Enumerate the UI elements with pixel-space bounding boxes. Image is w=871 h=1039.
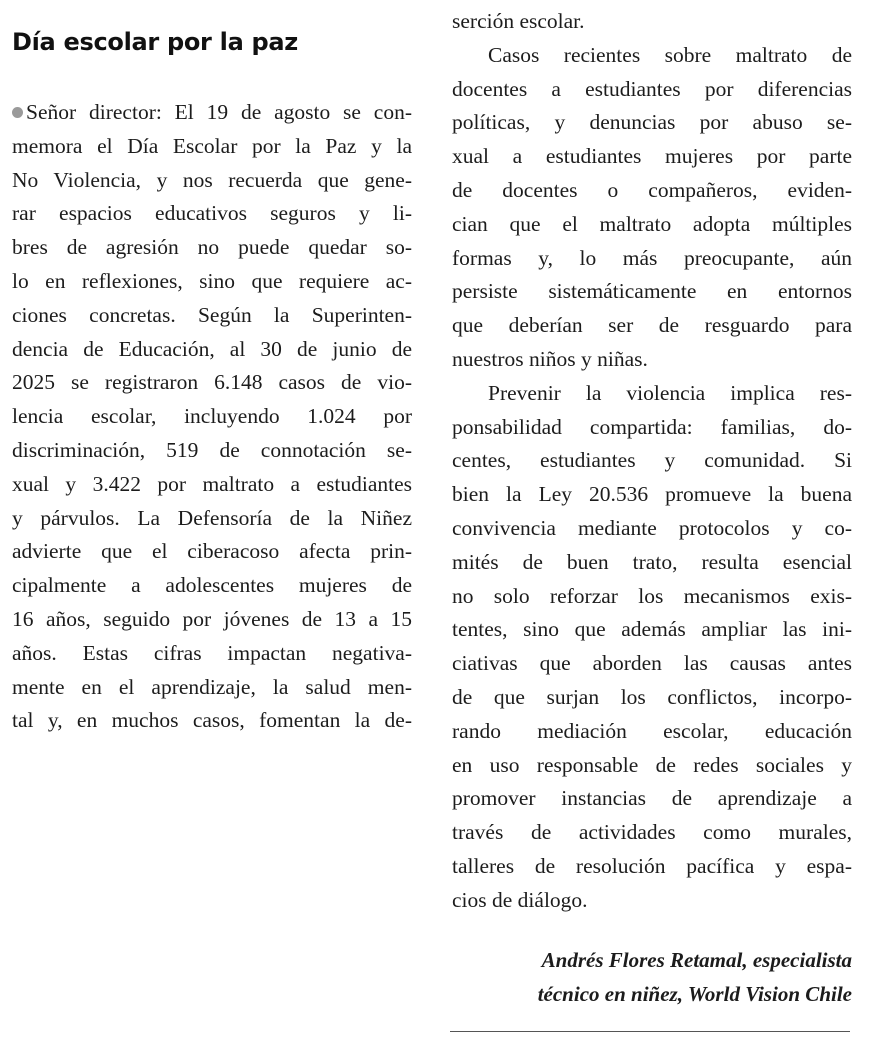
left-column bbox=[12, 96, 412, 738]
body-line: de docentes o compañeros, eviden- bbox=[452, 177, 852, 202]
bottom-divider bbox=[450, 1031, 850, 1032]
body-line: lo en reflexiones, sino que requiere ac- bbox=[12, 268, 412, 293]
body-line: nuestros niños y niñas. bbox=[452, 346, 648, 371]
body-line: formas y, lo más preocupante, aún bbox=[452, 245, 852, 270]
body-line: ciones concretas. Según la Superinten- bbox=[12, 302, 412, 327]
body-line: dencia de Educación, al 30 de junio de bbox=[12, 336, 412, 361]
body-line: bien la Ley 20.536 promueve la buena bbox=[452, 482, 852, 507]
body-line: no solo reforzar los mecanismos exis- bbox=[452, 583, 852, 608]
body-line: tentes, sino que además ampliar las ini- bbox=[452, 617, 852, 642]
signature-line: técnico en niñez, World Vision Chile bbox=[537, 981, 852, 1006]
right-column bbox=[452, 5, 852, 918]
body-line: tal y, en muchos casos, fomentan la de- bbox=[12, 708, 412, 733]
body-line: xual y 3.422 por maltrato a estudiantes bbox=[12, 471, 412, 496]
body-line: talleres de resolución pacífica y espa- bbox=[452, 853, 852, 878]
body-line: convivencia mediante protocolos y co- bbox=[452, 515, 852, 540]
body-line: cian que el maltrato adopta múltiples bbox=[452, 211, 852, 236]
author-signature bbox=[452, 944, 852, 1011]
body-line: políticas, y denuncias por abuso se- bbox=[452, 110, 852, 135]
body-line: través de actividades como murales, bbox=[452, 820, 852, 845]
body-line: xual a estudiantes mujeres por parte bbox=[452, 144, 852, 169]
body-line: 2025 se registraron 6.148 casos de vio- bbox=[12, 370, 412, 395]
body-line: que deberían ser de resguardo para bbox=[452, 313, 852, 338]
body-line: docentes a estudiantes por diferencias bbox=[452, 76, 852, 101]
body-line: y párvulos. La Defensoría de la Niñez bbox=[12, 505, 412, 530]
body-line: cipalmente a adolescentes mujeres de bbox=[12, 573, 412, 598]
body-line: centes, estudiantes y comunidad. Si bbox=[452, 448, 852, 473]
body-line: persiste sistemáticamente en entornos bbox=[452, 279, 852, 304]
body-line: 16 años, seguido por jóvenes de 13 a 15 bbox=[12, 606, 412, 631]
body-line: mités de buen trato, resulta esencial bbox=[452, 549, 852, 574]
body-line: bres de agresión no puede quedar so- bbox=[12, 235, 412, 260]
body-line: Señor director: El 19 de agosto se con- bbox=[12, 96, 412, 130]
body-line: advierte que el ciberacoso afecta prin- bbox=[12, 539, 412, 564]
body-line: Prevenir la violencia implica res- bbox=[488, 380, 852, 405]
body-line: ciativas que aborden las causas antes bbox=[452, 651, 852, 676]
body-line: lencia escolar, incluyendo 1.024 por bbox=[12, 404, 412, 429]
body-line: promover instancias de aprendizaje a bbox=[452, 786, 852, 811]
article-headline: Día escolar por la paz bbox=[12, 28, 298, 56]
body-line: Casos recientes sobre maltrato de bbox=[488, 42, 852, 67]
body-line: mente en el aprendizaje, la salud men- bbox=[12, 674, 412, 699]
body-line: No Violencia, y nos recuerda que gene- bbox=[12, 167, 412, 192]
body-line: discriminación, 519 de connotación se- bbox=[12, 437, 412, 462]
body-line: rando mediación escolar, educación bbox=[452, 718, 852, 743]
body-line: años. Estas cifras impactan negativa- bbox=[12, 640, 412, 665]
body-line: rar espacios educativos seguros y li- bbox=[12, 201, 412, 226]
body-line: cios de diálogo. bbox=[452, 887, 588, 912]
body-line: en uso responsable de redes sociales y bbox=[452, 752, 852, 777]
bullet-icon bbox=[12, 107, 23, 118]
body-line: memora el Día Escolar por la Paz y la bbox=[12, 133, 412, 158]
body-line: serción escolar. bbox=[452, 9, 585, 33]
body-line: ponsabilidad compartida: familias, do- bbox=[452, 414, 852, 439]
signature-line: Andrés Flores Retamal, especialista bbox=[541, 948, 852, 972]
body-line: de que surjan los conflictos, incorpo- bbox=[452, 684, 852, 709]
